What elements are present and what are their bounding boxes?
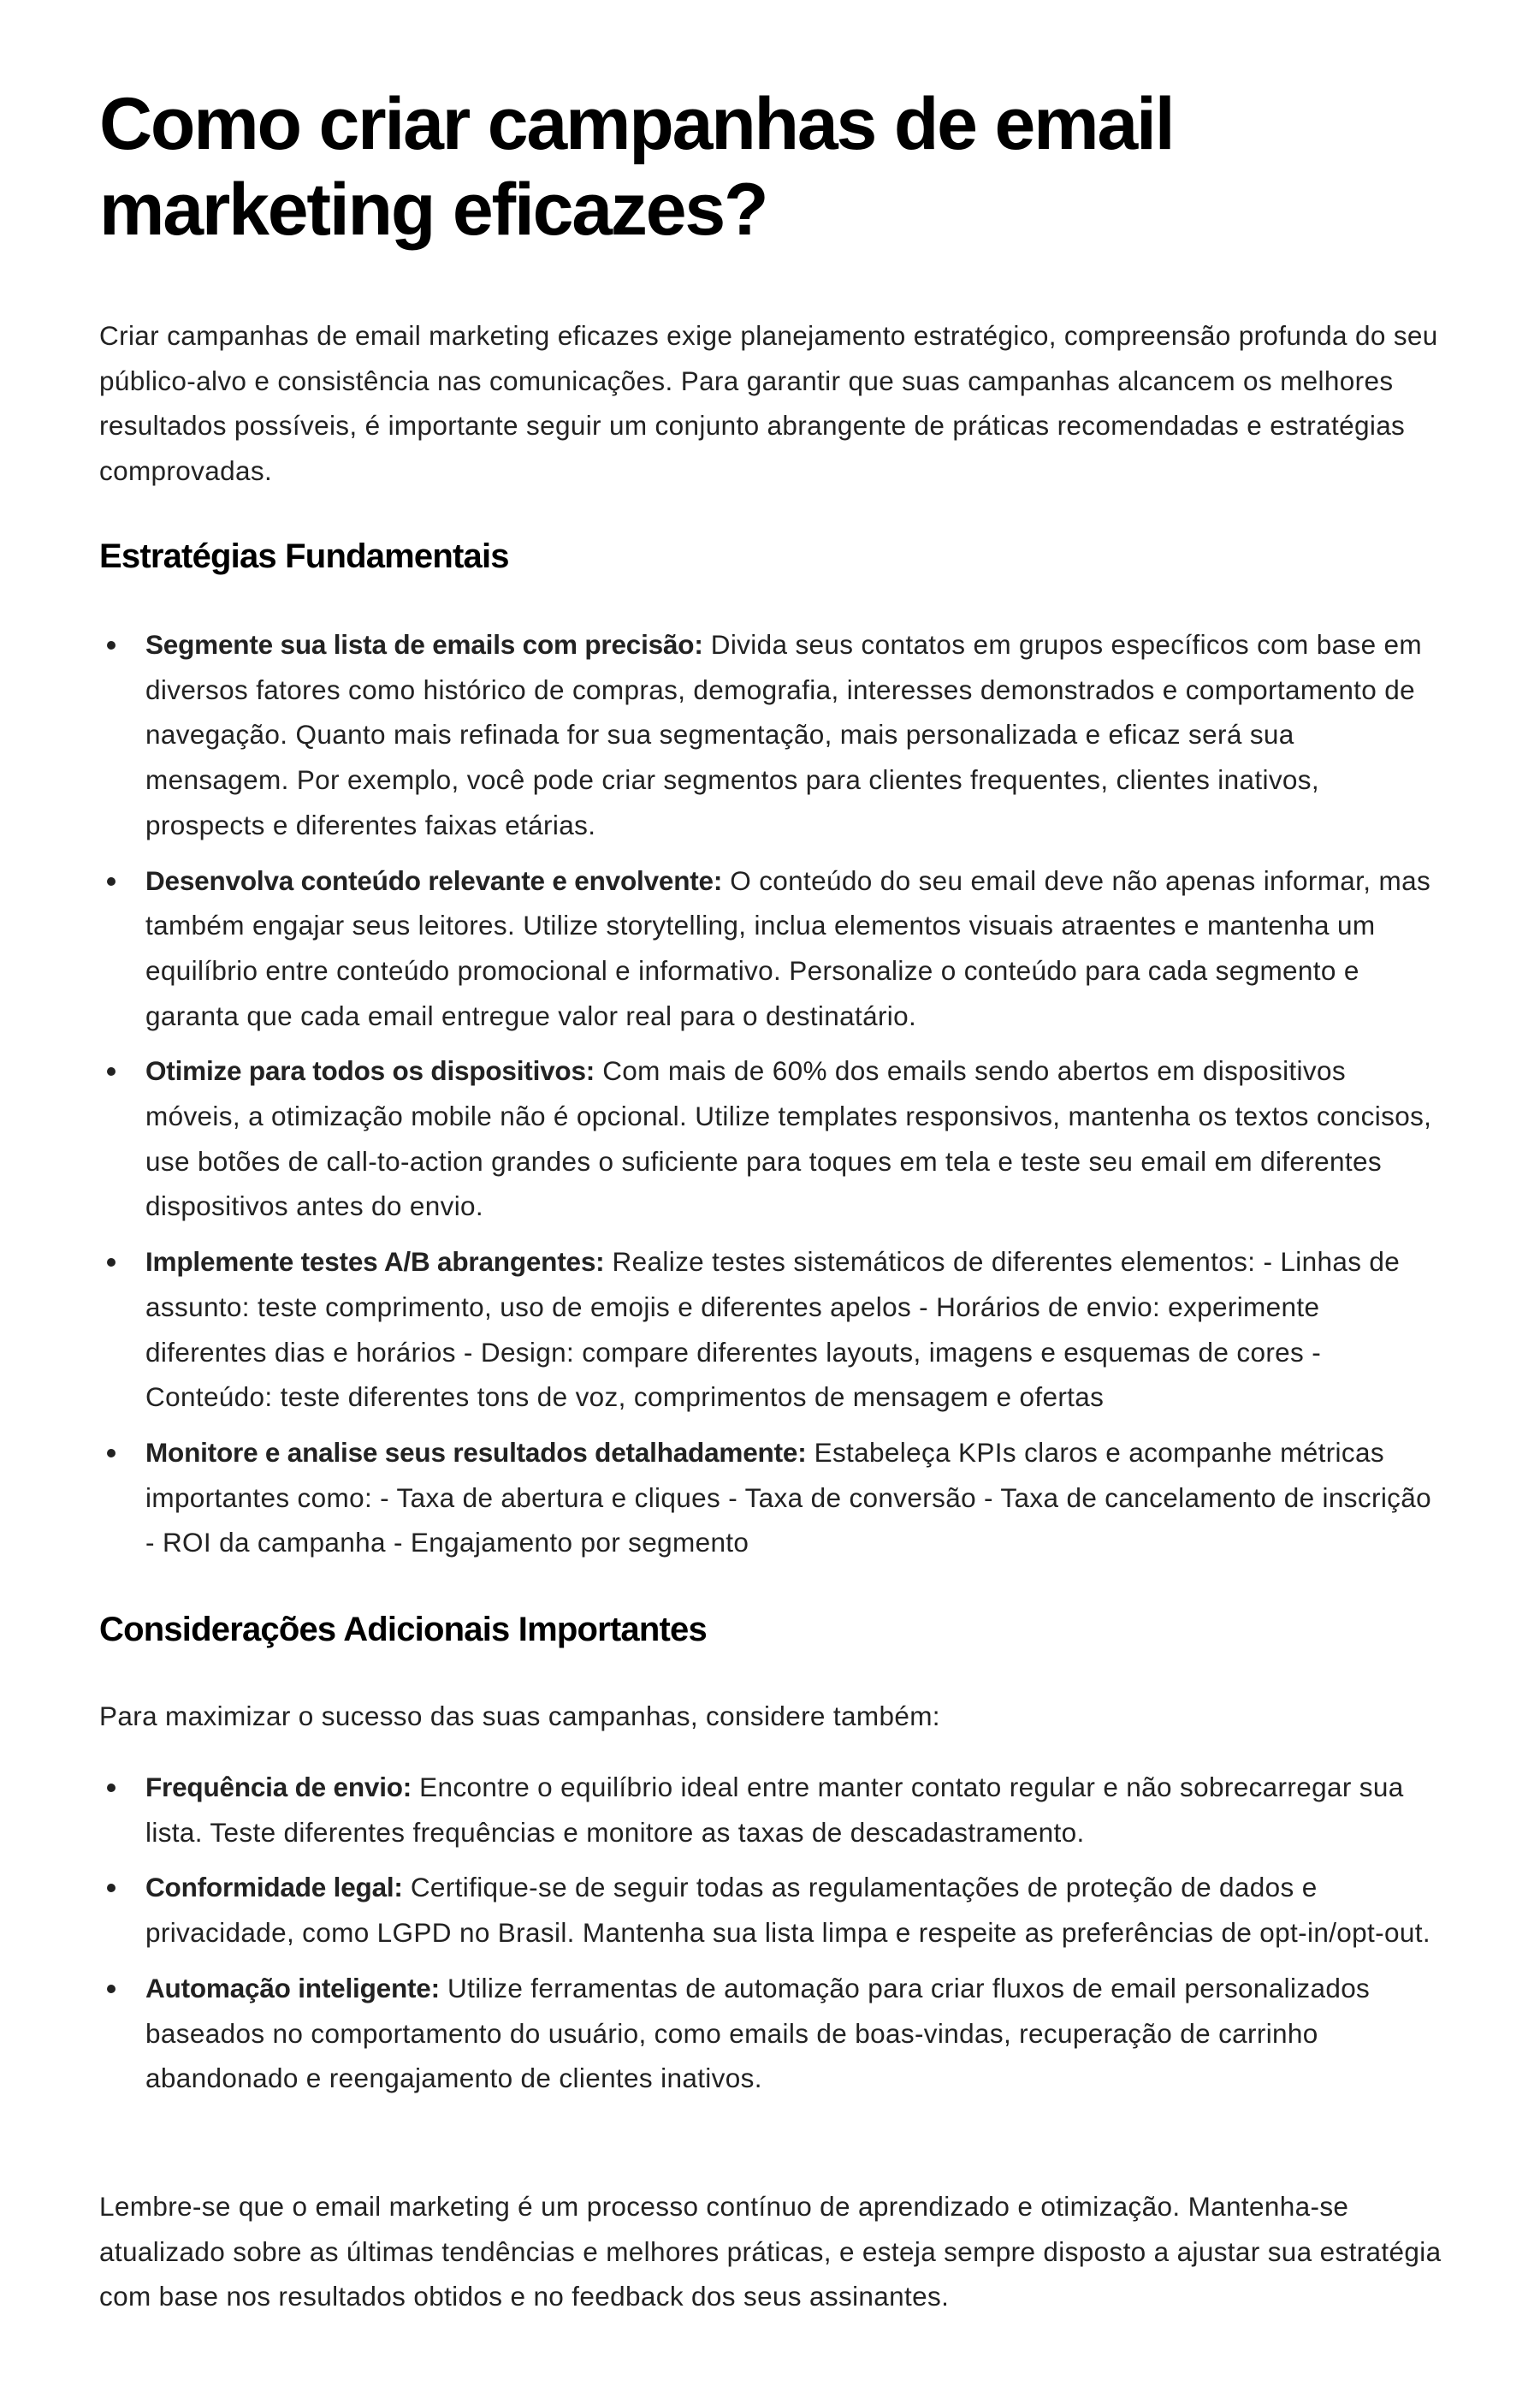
list-item-text: Certifique-se de seguir todas as regulamentações de proteção de dados e privacidade, como LGPD no Brasil. Mantenha sua lista limpa e respeite as preferências de opt-in/opt-out. — [145, 1872, 1430, 1949]
closing-paragraph-block — [99, 2184, 1444, 2319]
intro-paragraph-block — [99, 313, 1444, 494]
list-item-label: Implemente testes A/B abrangentes: — [145, 1246, 605, 1278]
intro-paragraph: Criar campanhas de email marketing eficazes exige planejamento estratégico, compreensão profunda do seu público-alvo e consistência nas comunicações. Para garantir que suas campanhas alcancem os melhores resultados possíveis, é importante seguir um conjunto abrangente de práticas recomendadas e estratégias comprovadas. — [99, 320, 1438, 487]
list-item-label: Conformidade legal: — [145, 1872, 403, 1903]
list-item-text: Divida seus contatos em grupos específicos com base em diversos fatores como histórico de compras, demografia, interesses demonstrados e comportamento de navegação. Quanto mais refinada for sua segmentação, mais personalizada e eficaz será sua mensagem. Por exemplo, você pode criar segmentos para clientes frequentes, clientes inativos, prospects e diferentes faixas etárias. — [145, 629, 1423, 840]
bullet-icon — [107, 1985, 116, 1993]
list-item — [99, 1765, 1444, 1855]
list-item — [99, 1966, 1444, 2101]
section-heading-additional: Considerações Adicionais Importantes — [99, 1611, 707, 1648]
list-item — [99, 1048, 1444, 1229]
additional-intro-paragraph: Para maximizar o sucesso das suas campanhas, considere também: — [99, 1701, 940, 1731]
list-item-label: Segmente sua lista de emails com precisão: — [145, 629, 703, 660]
list-item — [99, 1430, 1444, 1565]
list-item-text: Realize testes sistemáticos de diferentes elementos: - Linhas de assunto: teste comprimento, uso de emojis e diferentes apelos - Horários de envio: experimente diferentes dias e horários - Design: compare diferentes layouts, imagens e esquemas de cores - Conteúdo: teste diferentes tons de voz, comprimentos de mensagem e ofertas — [145, 1246, 1401, 1413]
bullet-icon — [107, 877, 116, 886]
list-item-label: Monitore e analise seus resultados detalhadamente: — [145, 1436, 807, 1468]
list-item-text: O conteúdo do seu email deve não apenas informar, mas também engajar seus leitores. Utilize storytelling, inclua elementos visuais atraentes e mantenha um equilíbrio entre conteúdo promocional e informativo. Personalize o conteúdo para cada segmento e garanta que cada email entregue valor real para o destinatário. — [145, 864, 1431, 1031]
list-item — [99, 1865, 1444, 1955]
list-item — [99, 1239, 1444, 1420]
bullet-icon — [107, 1784, 116, 1792]
additional-list — [99, 1765, 1444, 2101]
list-item-label: Desenvolva conteúdo relevante e envolvente: — [145, 864, 723, 896]
list-item-label: Frequência de envio: — [145, 1772, 412, 1802]
list-item — [99, 858, 1444, 1039]
list-item-text: Estabeleça KPIs claros e acompanhe métricas importantes como: - Taxa de abertura e cliques - Taxa de conversão - Taxa de cancelamento de inscrição - ROI da campanha - Engajamento por segmento — [145, 1436, 1432, 1558]
page-title: Como criar campanhas de email marketing eficazes? — [99, 83, 1174, 251]
fundamentals-list — [99, 622, 1444, 1565]
list-item-text: Utilize ferramentas de automação para criar fluxos de email personalizados baseados no comportamento do usuário, como emails de boas-vindas, recuperação de carrinho abandonado e reengajamento de clientes inativos. — [145, 1972, 1371, 2094]
bullet-icon — [107, 641, 116, 650]
bullet-icon — [107, 1067, 116, 1076]
additional-intro-block — [99, 1694, 1444, 1739]
list-item-text: Encontre o equilíbrio ideal entre manter contato regular e não sobrecarregar sua lista. Teste diferentes frequências e monitore as taxas de descadastramento. — [145, 1772, 1404, 1848]
list-item — [99, 622, 1444, 848]
closing-paragraph: Lembre-se que o email marketing é um processo contínuo de aprendizado e otimização. Mantenha-se atualizado sobre as últimas tendências e melhores práticas, e esteja sempre disposto a ajustar sua estratégia com base nos resultados obtidos e no feedback dos seus assinantes. — [99, 2191, 1442, 2312]
list-item-label: Automação inteligente: — [145, 1972, 440, 2003]
section-heading-fundamentals: Estratégias Fundamentais — [99, 537, 509, 575]
fundamentals-list-block — [99, 622, 1444, 1576]
list-item-text: Com mais de 60% dos emails sendo abertos em dispositivos móveis, a otimização mobile não é opcional. Utilize templates responsivos, mantenha os textos concisos, use botões de call-to-action grandes o suficiente para toques em tela e teste seu email em diferentes dispositivos antes do envio. — [145, 1055, 1432, 1222]
bullet-icon — [107, 1449, 116, 1457]
additional-list-block — [99, 1765, 1444, 2111]
bullet-icon — [107, 1884, 116, 1892]
list-item-label: Otimize para todos os dispositivos: — [145, 1055, 595, 1087]
bullet-icon — [107, 1258, 116, 1267]
